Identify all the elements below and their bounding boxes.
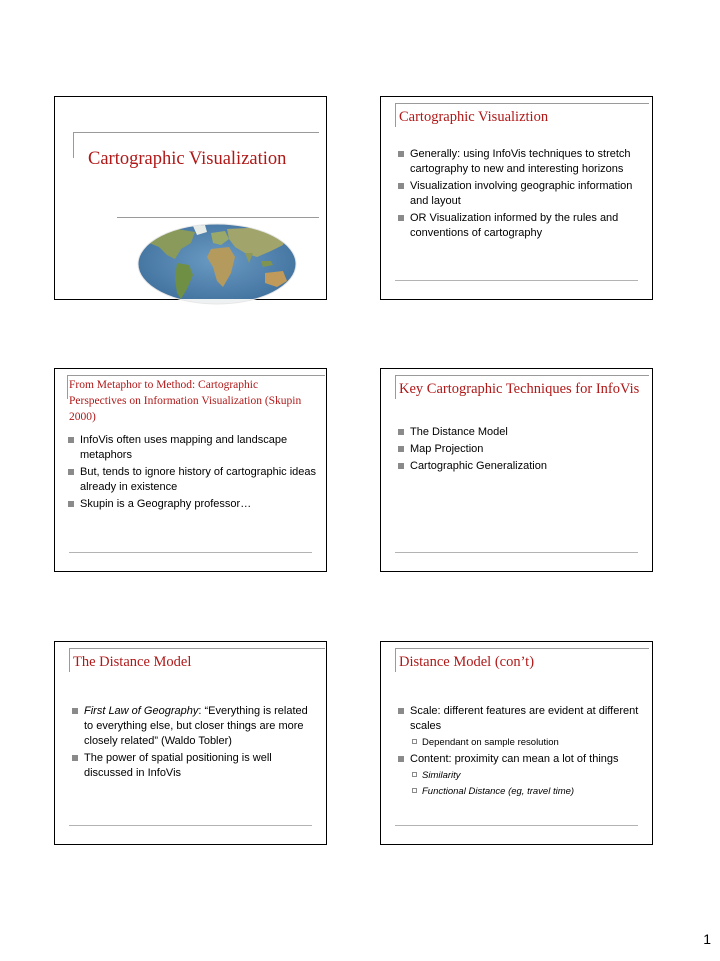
bullet-square-icon bbox=[398, 183, 404, 189]
bullet-item bbox=[397, 425, 643, 440]
bullet-square-icon bbox=[398, 463, 404, 469]
page-number: 1 bbox=[703, 931, 711, 947]
bullet-item bbox=[71, 704, 317, 749]
bullet-text: : “Everything is related to everything else, but closer things are more closely related” (Waldo Tobler) bbox=[84, 705, 308, 747]
bullet-square-icon bbox=[398, 708, 404, 714]
bullet-item bbox=[397, 442, 643, 457]
bullet-text: Visualization involving geographic information and layout bbox=[410, 180, 633, 207]
slide-title: Cartographic Visualiztion bbox=[399, 109, 549, 125]
bullet-item bbox=[397, 179, 643, 209]
bullet-list bbox=[71, 704, 317, 783]
slide-title: The Distance Model bbox=[73, 654, 192, 670]
bullet-item bbox=[397, 704, 643, 749]
bullet-square-icon bbox=[398, 151, 404, 157]
title-rule-vertical bbox=[395, 648, 396, 672]
bullet-text: OR Visualization informed by the rules and conventions of cartography bbox=[410, 212, 619, 239]
bullet-list bbox=[397, 147, 643, 243]
title-rule bbox=[395, 375, 649, 376]
sub-bullet-item bbox=[410, 736, 643, 749]
sub-bullet-list bbox=[410, 736, 643, 749]
bullet-text: Cartographic Generalization bbox=[410, 460, 547, 472]
title-rule bbox=[67, 375, 325, 376]
bullet-item bbox=[397, 211, 643, 241]
bullet-item bbox=[71, 751, 317, 781]
title-rule bbox=[69, 648, 325, 649]
slide-title: From Metaphor to Method: Cartographic Perspectives on Information Visualization (Skupin 2000) bbox=[69, 379, 302, 423]
slide-title: Distance Model (con’t) bbox=[399, 654, 535, 670]
title-rule-vertical bbox=[395, 103, 396, 127]
title-rule-vertical bbox=[67, 375, 68, 399]
sub-bullet-item bbox=[410, 769, 643, 782]
sub-bullet-item bbox=[410, 785, 643, 798]
bullet-text: InfoVis often uses mapping and landscape metaphors bbox=[80, 434, 288, 461]
slide-title: Key Cartographic Techniques for InfoVis bbox=[399, 381, 640, 397]
bullet-text: Content: proximity can mean a lot of things bbox=[410, 753, 619, 765]
slide-4 bbox=[380, 368, 653, 572]
bullet-text: The Distance Model bbox=[410, 426, 508, 438]
footer-rule bbox=[395, 280, 638, 281]
footer-rule bbox=[69, 825, 312, 826]
bullet-item bbox=[397, 147, 643, 177]
hollow-square-icon bbox=[412, 788, 417, 793]
world-map-image bbox=[137, 223, 297, 305]
bullet-square-icon bbox=[72, 755, 78, 761]
title-rule bbox=[73, 132, 319, 133]
bullet-text: But, tends to ignore history of cartographic ideas already in existence bbox=[80, 466, 317, 493]
sub-bullet-text: Similarity bbox=[422, 770, 461, 781]
slide-1 bbox=[54, 96, 327, 300]
bullet-item bbox=[397, 459, 643, 474]
bullet-square-icon bbox=[68, 437, 74, 443]
bullet-square-icon bbox=[68, 501, 74, 507]
subtitle-rule bbox=[117, 217, 319, 218]
bullet-text: The power of spatial positioning is well discussed in InfoVis bbox=[84, 752, 272, 779]
hollow-square-icon bbox=[412, 739, 417, 744]
bullet-text: Scale: different features are evident at different scales bbox=[410, 705, 639, 732]
bullet-square-icon bbox=[398, 215, 404, 221]
bullet-text: Skupin is a Geography professor… bbox=[80, 498, 252, 510]
bullet-square-icon bbox=[398, 429, 404, 435]
footer-rule bbox=[395, 552, 638, 553]
hollow-square-icon bbox=[412, 772, 417, 777]
sub-bullet-text: Functional Distance (eg, travel time) bbox=[422, 786, 575, 797]
bullet-square-icon bbox=[72, 708, 78, 714]
bullet-text-emphasis: First Law of Geography bbox=[84, 705, 199, 717]
title-rule bbox=[395, 648, 649, 649]
bullet-list bbox=[67, 433, 317, 514]
slide-title: Cartographic Visualization bbox=[88, 149, 287, 169]
slide-5 bbox=[54, 641, 327, 845]
bullet-item bbox=[67, 497, 317, 512]
sub-bullet-text: Dependant on sample resolution bbox=[422, 737, 559, 748]
footer-rule bbox=[69, 552, 312, 553]
bullet-item bbox=[67, 465, 317, 495]
title-rule-vertical bbox=[69, 648, 70, 672]
title-rule-vertical bbox=[73, 132, 74, 158]
bullet-text: Generally: using InfoVis techniques to stretch cartography to new and interesting horizons bbox=[410, 148, 631, 175]
bullet-square-icon bbox=[68, 469, 74, 475]
footer-rule bbox=[395, 825, 638, 826]
bullet-list bbox=[397, 425, 643, 476]
bullet-square-icon bbox=[398, 756, 404, 762]
bullet-list bbox=[397, 704, 643, 801]
sub-bullet-list bbox=[410, 769, 643, 798]
bullet-item bbox=[67, 433, 317, 463]
title-rule-vertical bbox=[395, 375, 396, 399]
slide-3 bbox=[54, 368, 327, 572]
bullet-item bbox=[397, 752, 643, 798]
title-rule bbox=[395, 103, 649, 104]
bullet-text: Map Projection bbox=[410, 443, 484, 455]
bullet-square-icon bbox=[398, 446, 404, 452]
slide-6 bbox=[380, 641, 653, 845]
slide-2 bbox=[380, 96, 653, 300]
